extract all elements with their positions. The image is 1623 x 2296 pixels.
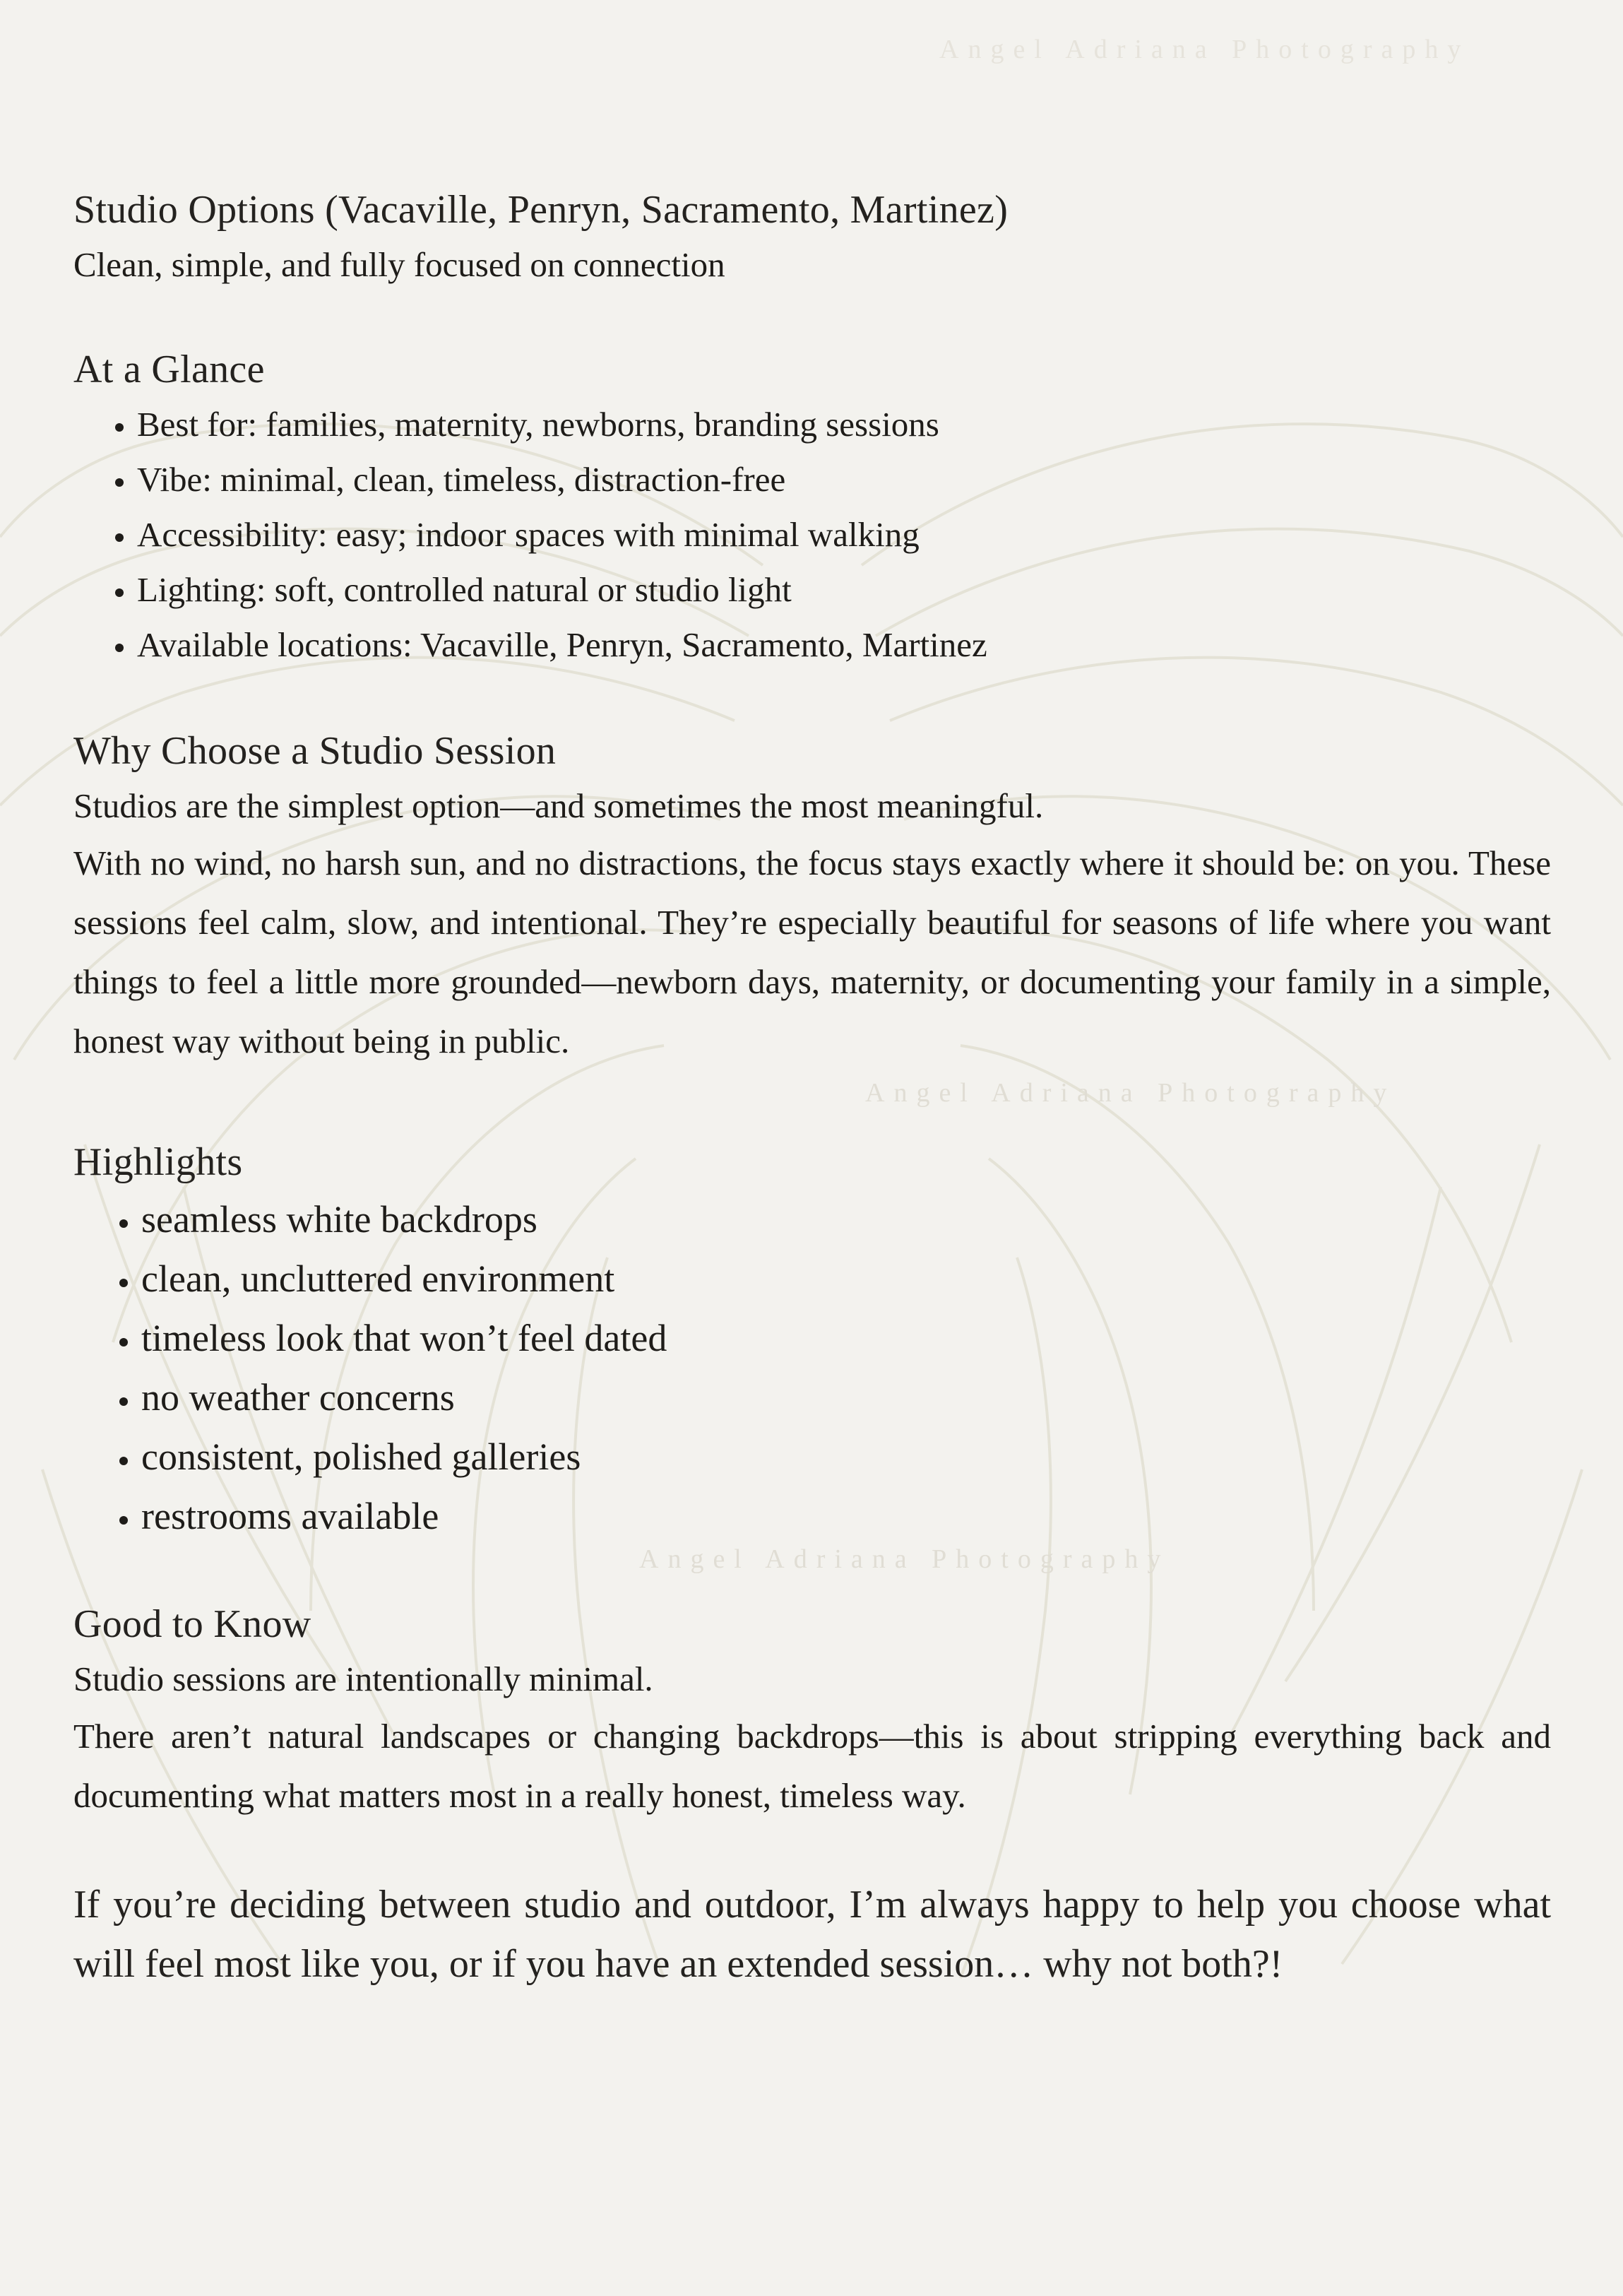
list-item: • Lighting: soft, controlled natural or studio light xyxy=(137,562,1551,617)
list-item: • restrooms available xyxy=(141,1486,1551,1546)
watermark-text: Angel Adriana Photography xyxy=(639,1544,1170,1574)
page-subtitle: Clean, simple, and fully focused on connection xyxy=(73,245,725,284)
list-item: • Available locations: Vacaville, Penryn, Sacramento, Martinez xyxy=(137,617,1551,673)
document-body xyxy=(73,182,1551,1994)
closing-paragraph: If you’re deciding between studio and outdoor, I’m always happy to help you choose what will feel most like you, or if you have an extended session… why not both?! xyxy=(73,1883,1551,1986)
at-a-glance-list xyxy=(73,397,1551,673)
good-to-know-intro: Studio sessions are intentionally minimal. xyxy=(73,1659,653,1698)
at-a-glance-heading: At a Glance xyxy=(73,348,265,391)
list-item: • Vibe: minimal, clean, timeless, distraction-free xyxy=(137,452,1551,507)
list-item: • seamless white backdrops xyxy=(141,1190,1551,1249)
highlights-list xyxy=(73,1190,1551,1546)
list-item: • timeless look that won’t feel dated xyxy=(141,1308,1551,1368)
why-choose-body: With no wind, no harsh sun, and no distractions, the focus stays exactly where it should be: on you. These sessions feel calm, slow, and intentional. They’re especially beautiful for seasons of life where you want things to feel a little more grounded—newborn days, maternity, or documenting your family in a simple, honest way without being in public. xyxy=(73,844,1551,1060)
why-choose-heading: Why Choose a Studio Session xyxy=(73,729,557,773)
list-item: • consistent, polished galleries xyxy=(141,1427,1551,1486)
good-to-know-heading: Good to Know xyxy=(73,1602,311,1646)
watermark-text: Angel Adriana Photography xyxy=(939,35,1470,64)
list-item: • clean, uncluttered environment xyxy=(141,1249,1551,1308)
why-choose-intro: Studios are the simplest option—and sometimes the most meaningful. xyxy=(73,786,1044,825)
good-to-know-body: There aren’t natural landscapes or changing backdrops—this is about stripping everything back and documenting what matters most in a really honest, timeless way. xyxy=(73,1717,1551,1815)
list-item: • Best for: families, maternity, newborns, branding sessions xyxy=(137,397,1551,452)
watermark-text: Angel Adriana Photography xyxy=(865,1078,1396,1108)
list-item: • no weather concerns xyxy=(141,1368,1551,1427)
highlights-heading: Highlights xyxy=(73,1140,243,1184)
page-title: Studio Options (Vacaville, Penryn, Sacramento, Martinez) xyxy=(73,188,1009,232)
list-item: • Accessibility: easy; indoor spaces with minimal walking xyxy=(137,507,1551,562)
